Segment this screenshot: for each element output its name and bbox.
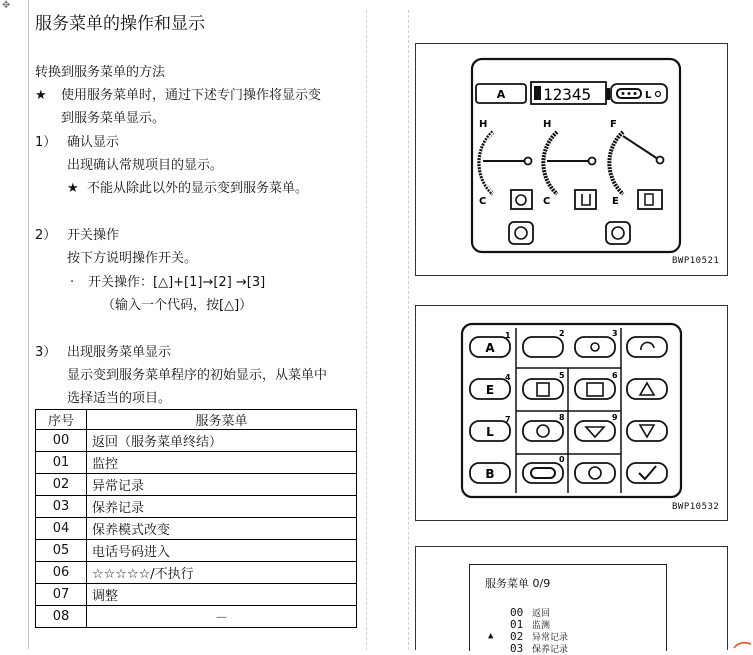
switch-panel-figure — [415, 305, 728, 521]
step-heading: 确认显示 — [67, 135, 120, 150]
odometer-value: 12345 — [543, 85, 592, 104]
table-row — [36, 518, 357, 540]
key-number-1: 1 — [505, 331, 511, 340]
star-note-line1 — [35, 84, 321, 103]
row-name: 异常记录 — [87, 474, 357, 496]
row-num: 06 — [36, 562, 87, 584]
row-name: ☆☆☆☆☆/不执行 — [87, 562, 357, 584]
gauge2-low: C — [543, 196, 551, 207]
table-row — [36, 452, 357, 474]
screen-title: 服务菜单 0/9 — [485, 577, 551, 590]
step-heading: 开关操作 — [67, 228, 120, 243]
column-divider — [366, 10, 367, 650]
gauge1-high: H — [479, 119, 488, 130]
gauge3-empty: E — [612, 196, 619, 207]
switch-panel-drawing — [416, 306, 727, 520]
table-row — [36, 584, 357, 606]
figure-code: BWP10521 — [672, 256, 720, 266]
selection-arrow-icon: ▲ — [488, 631, 494, 641]
row-num: 03 — [36, 496, 87, 518]
step1-text: 出现确认常规项目的显示。 — [67, 158, 224, 173]
row-num: 00 — [36, 430, 87, 452]
gauge1-low: C — [479, 196, 487, 207]
key-number-4: 4 — [505, 373, 511, 382]
row-num: 02 — [36, 474, 87, 496]
step-heading: 出现服务菜单显示 — [67, 345, 172, 360]
section-title: 服务菜单的操作和显示 — [35, 14, 205, 34]
op-label: 开关操作： — [88, 275, 154, 290]
row-name: 监控 — [87, 452, 357, 474]
svg-text:L: L — [645, 90, 652, 101]
star-bullet: ★ — [67, 181, 79, 196]
row-name: 返回（服务菜单终结） — [87, 430, 357, 452]
step3-line1: 显示变到服务菜单程序的初始显示，从菜单中 — [67, 368, 328, 383]
move-anchor-icon[interactable]: ✥ — [2, 0, 11, 11]
row-name: 调整 — [87, 584, 357, 606]
figure-code: BWP10532 — [672, 502, 720, 512]
row-num: 05 — [36, 540, 87, 562]
item-name: 监测 — [532, 621, 551, 631]
row-num: 08 — [36, 606, 87, 628]
item-name: 异常记录 — [532, 633, 569, 643]
table-row — [36, 540, 357, 562]
row-name: 保养记录 — [87, 496, 357, 518]
service-menu-screen — [469, 564, 667, 655]
key-number-5: 5 — [559, 371, 565, 380]
service-menu-table — [35, 409, 357, 628]
switch-operation — [70, 271, 265, 290]
table-header-row — [36, 410, 357, 430]
star-note-line2: 到服务菜单显示。 — [61, 111, 166, 126]
key-l-label: L — [486, 425, 494, 439]
step2-heading — [35, 224, 119, 243]
row-num: 07 — [36, 584, 87, 606]
monitor-display-drawing — [416, 44, 727, 275]
step3-heading — [35, 341, 171, 360]
key-number-6: 6 — [612, 371, 618, 380]
note-text: 不能从除此以外的显示变到服务菜单。 — [87, 181, 309, 196]
item-code: 02 — [510, 630, 524, 643]
row-name: 电话号码进入 — [87, 540, 357, 562]
item-code: 00 — [510, 606, 524, 619]
column-divider — [408, 10, 409, 650]
row-num: 01 — [36, 452, 87, 474]
mode-letter: A — [496, 88, 506, 101]
row-num: 04 — [36, 518, 87, 540]
key-number-8: 8 — [559, 413, 565, 422]
table-row — [36, 562, 357, 584]
key-e-label: E — [485, 383, 495, 397]
step-number: 3） — [35, 345, 57, 360]
step-number: 1） — [35, 135, 57, 150]
key-number-9: 9 — [612, 413, 618, 422]
table-row — [36, 430, 357, 452]
op-note: （输入一个代码，按[△]） — [102, 298, 253, 313]
intro-heading: 转换到服务菜单的方法 — [35, 65, 166, 80]
key-b-label: B — [485, 467, 495, 481]
step1-note — [67, 177, 308, 196]
key-number-2: 2 — [559, 329, 565, 338]
step-number: 2） — [35, 228, 57, 243]
row-name: － — [87, 606, 357, 628]
gauge3-full: F — [610, 119, 617, 130]
edit-mark-icon — [732, 638, 752, 650]
item-name: 保养记录 — [532, 645, 569, 655]
dot-bullet: · — [70, 275, 75, 290]
item-code: 01 — [510, 618, 524, 631]
item-code: 03 — [510, 642, 524, 655]
gauge2-high: H — [543, 119, 552, 130]
table-row — [36, 606, 357, 628]
step3-line2: 选择适当的项目。 — [67, 391, 172, 406]
row-name: 保养模式改变 — [87, 518, 357, 540]
star-note-text: 使用服务菜单时，通过下述专门操作将显示变 — [61, 88, 322, 103]
monitor-display-figure — [415, 43, 728, 276]
key-number-7: 7 — [505, 415, 511, 424]
header-num: 序号 — [36, 410, 87, 430]
op-sequence: [△]+[1]→[2] →[3] — [153, 275, 266, 290]
step1-heading — [35, 131, 119, 150]
table-row — [36, 496, 357, 518]
key-a-label: A — [485, 341, 495, 355]
key-number-3: 3 — [612, 329, 618, 338]
header-name: 服务菜单 — [87, 410, 357, 430]
star-bullet: ★ — [35, 88, 47, 103]
item-name: 返回 — [532, 609, 551, 619]
step2-text: 按下方说明操作开关。 — [67, 251, 198, 266]
key-number-0: 0 — [559, 455, 565, 464]
table-row — [36, 474, 357, 496]
